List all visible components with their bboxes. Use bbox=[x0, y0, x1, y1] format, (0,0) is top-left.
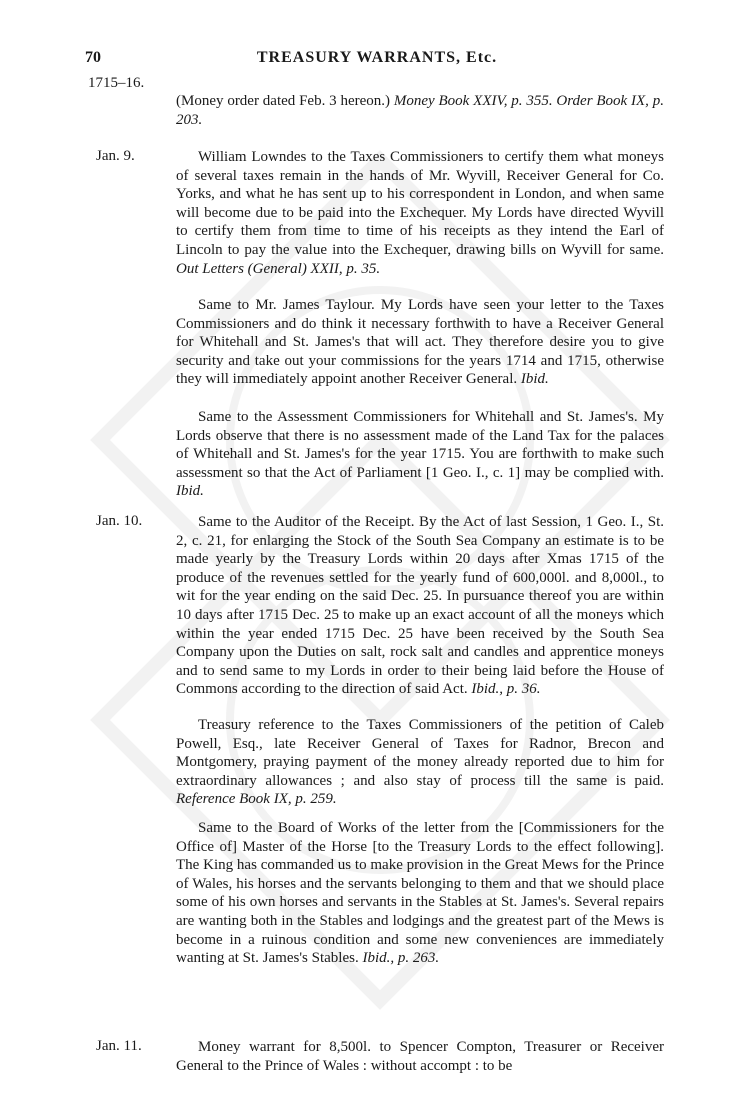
entry-text: (Money order dated Feb. 3 hereon.) bbox=[176, 93, 394, 109]
entry-reference: Out Letters (General) XXII, p. 35. bbox=[176, 260, 381, 277]
entry-date: Jan. 10. bbox=[96, 513, 143, 529]
entry-reference: Ibid. bbox=[176, 483, 204, 500]
entry bbox=[176, 819, 664, 968]
entry-date: Jan. 9. bbox=[96, 148, 135, 164]
entry-text: Money warrant for 8,500l. to Spencer Compton, Treasurer or Receiver General to the Prince of Wales : without accompt : to be bbox=[176, 1039, 664, 1074]
entry-date: Jan. 11. bbox=[96, 1038, 142, 1054]
entry-text: Same to the Assessment Commissioners for Whitehall and St. James's. My Lords observe that there is no assessment made of the Land Tax for the palaces of Whitehall and St. James's for the year 1715. You are forthwith to make such assessment so that the Act of Parliament [1 Geo. I., c. 1] may be complied with. bbox=[176, 409, 664, 481]
page-number: 70 bbox=[85, 49, 101, 66]
entry-reference: Reference Book IX, p. 259. bbox=[176, 791, 337, 808]
entry bbox=[176, 513, 664, 699]
running-title: TREASURY WARRANTS, Etc. bbox=[256, 49, 498, 66]
entry bbox=[176, 408, 664, 501]
entry-text: Same to the Board of Works of the letter from the [Commissioners for the Office of] Master of the Horse [to the Treasury Lords to the effect following]. The King has commanded us to make provision in the Great Mews for the Prince of Wales, his horses and the servants belonging to them and that we should place some of his own horses and servants in the Stables at St. James's. Several repairs are wanting both in the Stables and lodgings and the greatest part of the Mews is become in a ruinous condition and some new conveniences are immediately wanting at St. James's Stables. bbox=[176, 820, 664, 967]
entry-text: Same to Mr. James Taylour. My Lords have seen your letter to the Taxes Commissioners and do think it necessary forthwith to have a Receiver General for Whitehall and St. James's that will act. They therefore desire you to give security and take out your commissions for the years 1714 and 1715, otherwise they will immediately appoint another Receiver General. bbox=[176, 297, 664, 388]
entry bbox=[176, 716, 664, 809]
entry-reference: Ibid. bbox=[520, 371, 549, 388]
entry-text: William Lowndes to the Taxes Commissioners to certify them what moneys of several taxes remain in the hands of Mr. Wyvill, Receiver General for Co. Yorks, and what he has sent up to his correspondent in London, and when same will become due to be paid into the Exchequer. My Lords have directed Wyvill to certify them from time to time of his receipts as they intend the Earl of Lincoln to pay the value into the Exchequer, drawing bills on Wyvill for same. bbox=[176, 149, 664, 258]
entry-reference: Ibid., p. 36. bbox=[471, 681, 541, 698]
entry-text: Same to the Auditor of the Receipt. By the Act of last Session, 1 Geo. I., St. 2, c. 21, for enlarging the Stock of the South Sea Company an estimate is to be made yearly by the Treasury Lords within 20 days after Xmas 1715 of the produce of the revenues settled for the yearly fund of 600,000l. and 8,000l., to wit for the year ending on the said Dec. 25. In pursuance thereof you are within 10 days after 1715 Dec. 25 to make up an exact account of all the moneys which within the year ended 1715 Dec. 25 have been received by the South Sea Company upon the Duties on salt, rock salt and candles and apprentice moneys and to send same to my Lords in order to their being laid before the House of Commons according to the direction of said Act. bbox=[176, 514, 664, 698]
entry bbox=[176, 92, 664, 129]
entry-text: Treasury reference to the Taxes Commissioners of the petition of Caleb Powell, Esq., late Receiver General of Taxes for Radnor, Brecon and Montgomery, praying payment of the money already reported due to him for extraordinary allowances ; and also stay of process till the same is paid. bbox=[176, 717, 664, 789]
entry-reference: Ibid., p. 263. bbox=[362, 950, 440, 967]
entry bbox=[176, 148, 664, 278]
entry bbox=[176, 1038, 664, 1075]
year-label: 1715–16. bbox=[88, 75, 145, 91]
entry bbox=[176, 296, 664, 389]
entry-reference: Money Book XXIV, p. 355. Order Book IX, p. 203. bbox=[176, 93, 664, 128]
page-header bbox=[0, 49, 754, 75]
